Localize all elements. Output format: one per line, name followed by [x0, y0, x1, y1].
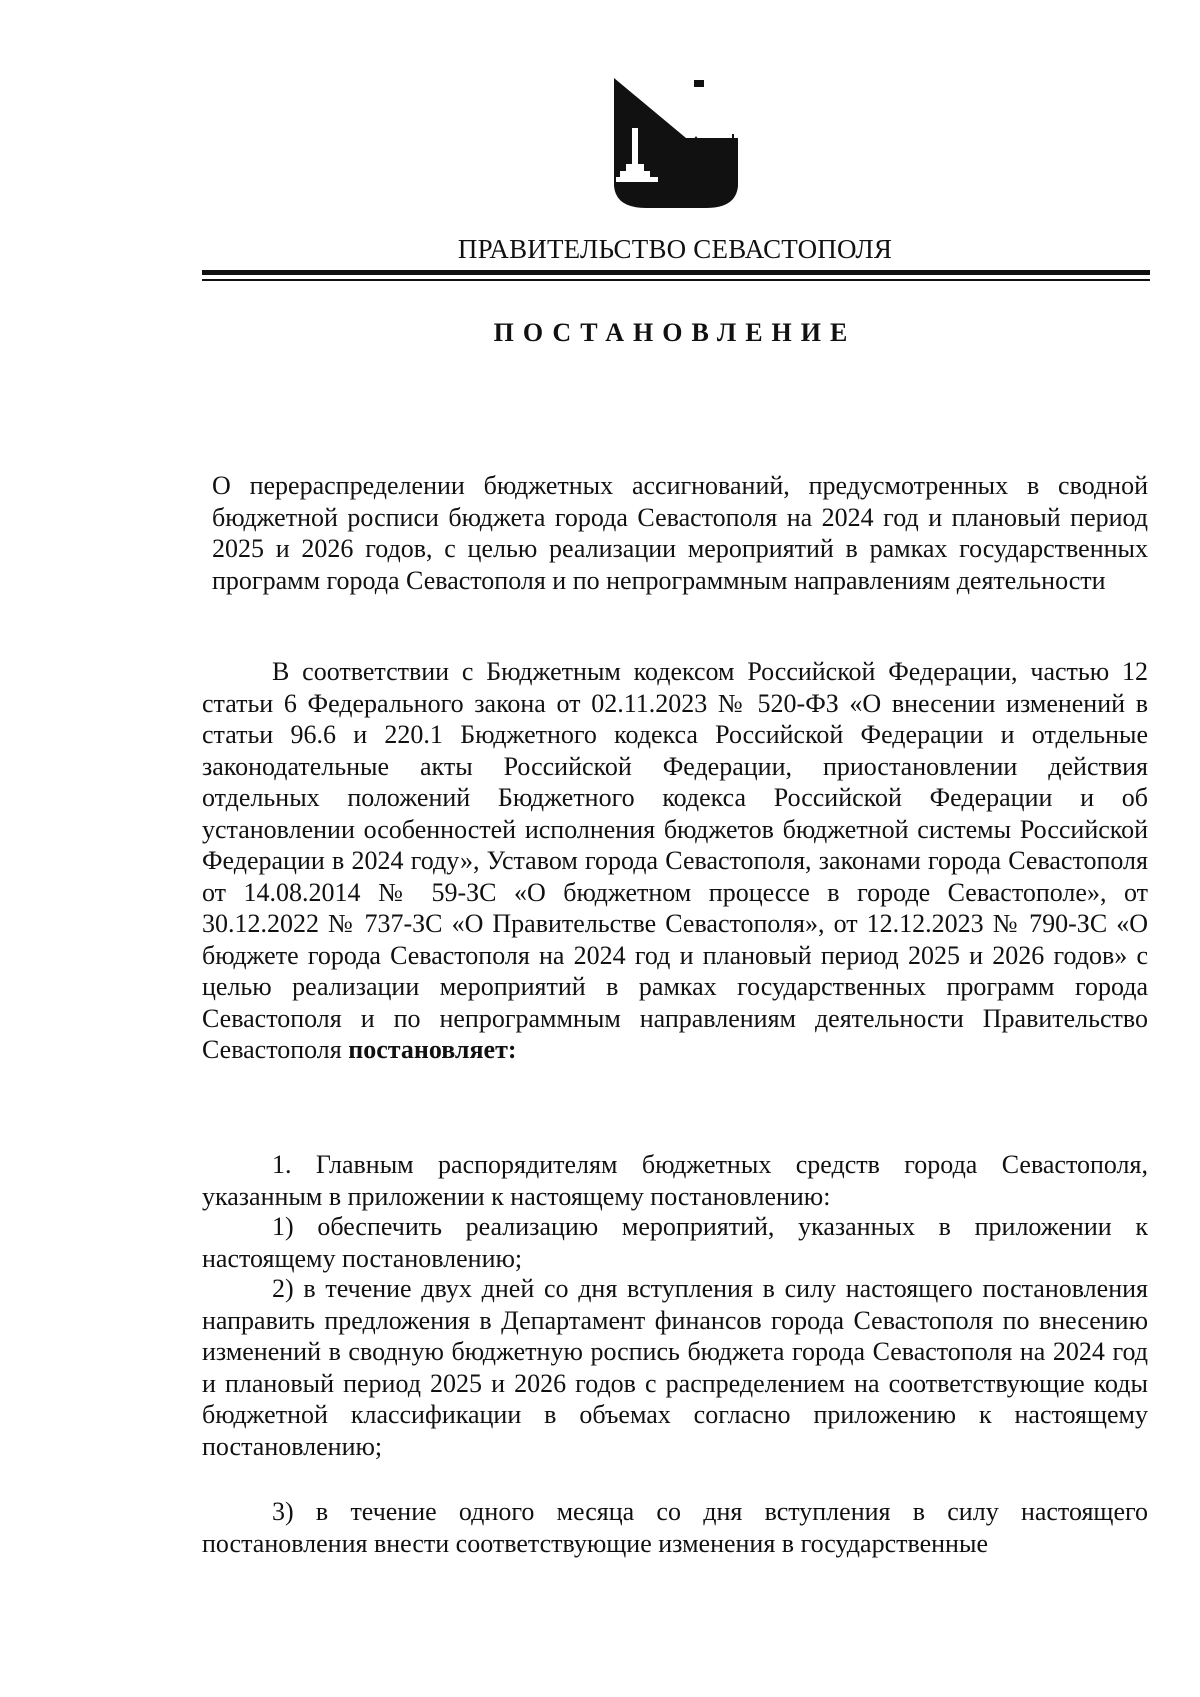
decree-word: постановляет: [348, 1035, 517, 1064]
clause-1-subitem-1: 1) обеспечить реализацию мероприятий, указанных в приложении к настоящему постановлению; [202, 1212, 1148, 1273]
document-type: ПОСТАНОВЛЕНИЕ [493, 318, 857, 347]
clause-1-subitem-2: 2) в течение двух дней со дня вступления в силу настоящего постановления направить предложения в Департамент финансов города Севастополя по внесению изменений в сводную бюджетную роспись бюджета города Севастополя на 2024 год и плановый период 2025 и 2026 годов с распределением на соответствующие коды бюджетной классификации в объемах согласно приложению к настоящему постановлению; [202, 1274, 1148, 1461]
preamble-paragraph [202, 656, 1148, 1066]
header-rule-thin [202, 279, 1150, 281]
header-rule-thick [202, 270, 1150, 275]
government-title: ПРАВИТЕЛЬСТВО СЕВАСТОПОЛЯ [457, 234, 893, 264]
document-subject: О перераспределении бюджетных ассигнований, предусмотренных в сводной бюджетной росписи бюджета города Севастополя на 2024 год и плановый период 2025 и 2026 годов, с целью реализации мероприятий в рамках государственных программ города Севастополя и по непрограммным направлениям деятельности [212, 471, 1148, 595]
preamble-text: В соответствии с Бюджетным кодексом Российской Федерации, частью 12 статьи 6 Федерального закона от 02.11.2023 № 520-ФЗ «О внесении изменений в статьи 96.6 и 220.1 Бюджетного кодекса Российской Федерации и отдельные законодательные акты Российской Федерации, приостановлении действия отдельных положений Бюджетного кодекса Российской Федерации и об установлении особенностей исполнения бюджетов бюджетной системы Российской Федерации в 2024 году», Уставом города Севастополя, законами города Севастополя от 14.08.2014 № 59-ЗС «О бюджетном процессе в городе Севастополе», от 30.12.2022 № 737-ЗС «О Правительстве Севастополя», от 12.12.2023 № 790-ЗС «О бюджете города Севастополя на 2024 год и плановый период 2025 и 2026 годов» с целью реализации мероприятий в рамках государственных программ города Севастополя и по непрограммным направлениям деятельности Правительство Севастополя [202, 657, 1148, 1064]
clause-1: 1. Главным распорядителям бюджетных средств города Севастополя, указанным в приложении к настоящему постановлению: [202, 1150, 1148, 1211]
clause-1-subitem-3: 3) в течение одного месяца со дня вступления в силу настоящего постановления внести соответствующие изменения в государственные [202, 1497, 1148, 1558]
coat-of-arms-emblem [612, 76, 740, 214]
